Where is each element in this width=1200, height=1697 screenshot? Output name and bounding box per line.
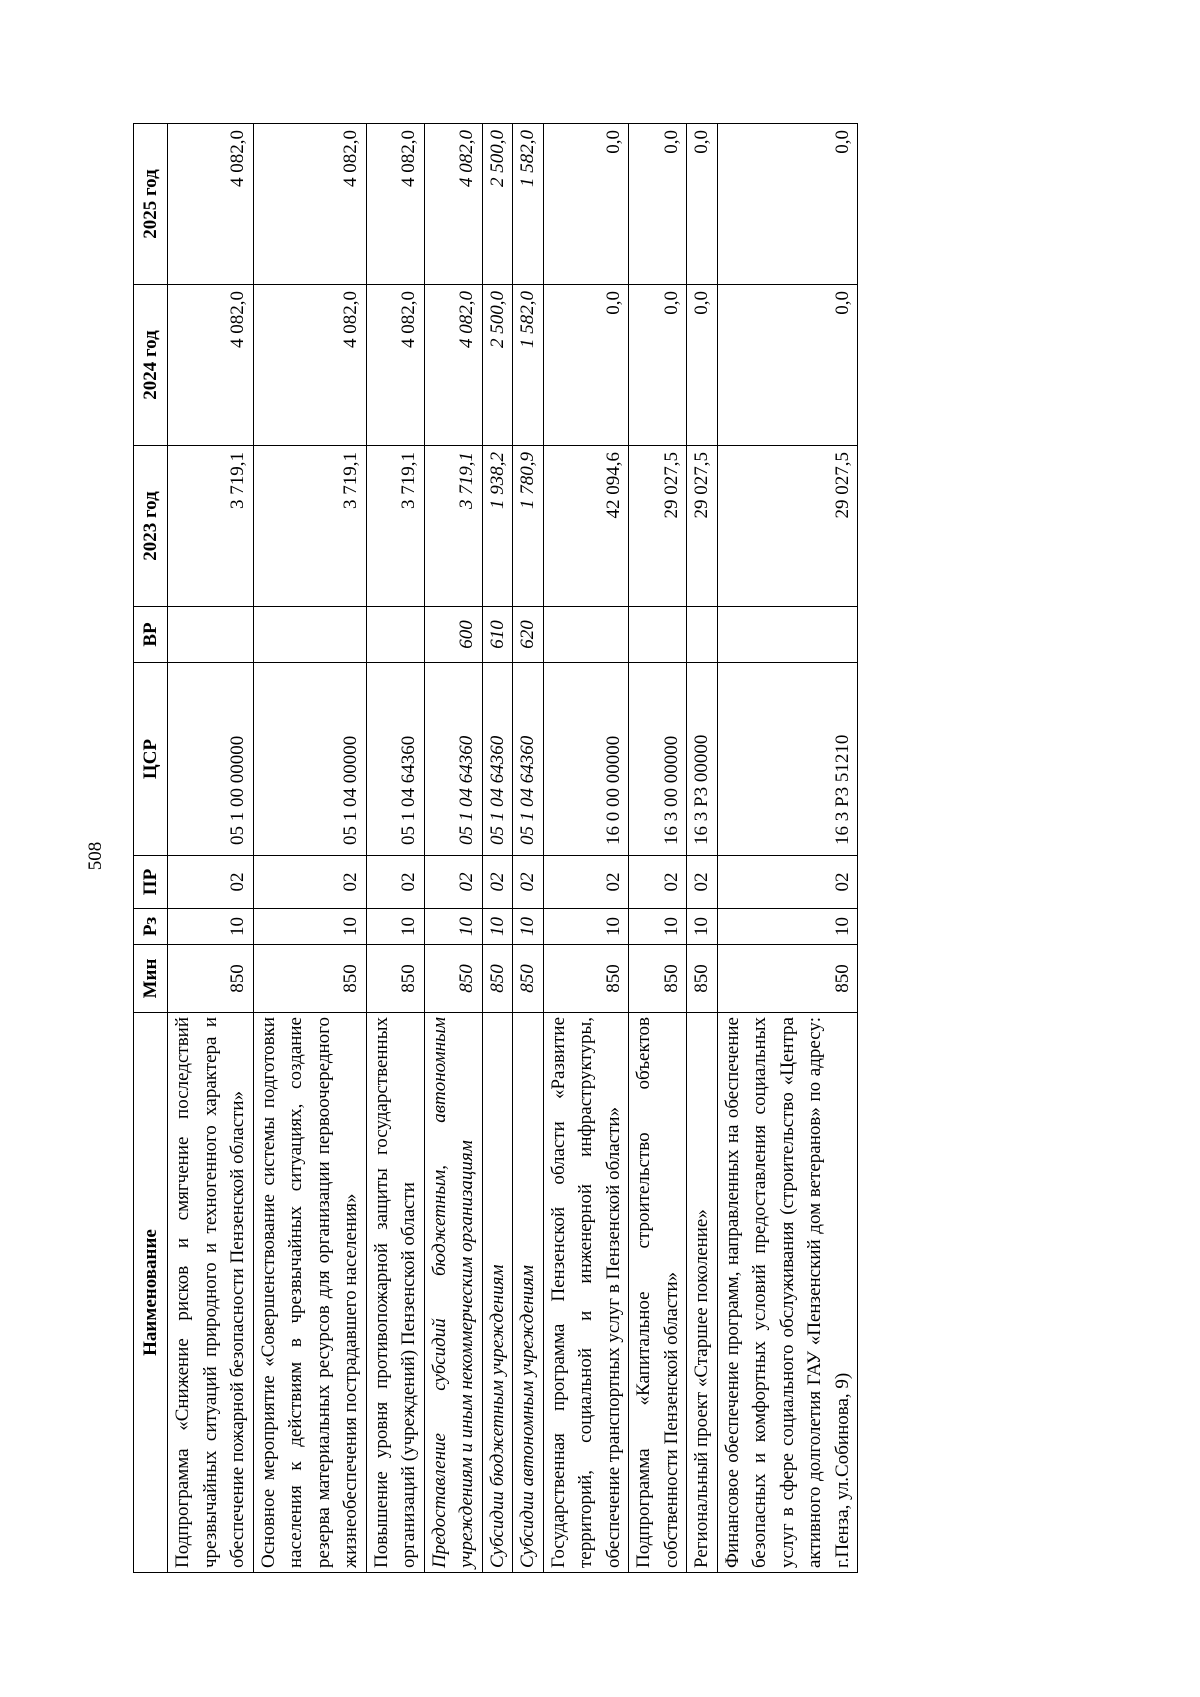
cell-pr: 02 <box>366 856 424 909</box>
cell-pr: 02 <box>482 856 513 909</box>
cell-name: Подпрограмма «Снижение рисков и смягчение последствий чрезвычайных ситуаций природного и техногенного характера и обеспечение пожарной безопасности Пензенской области» <box>168 1013 254 1573</box>
cell-2023: 29 027,5 <box>629 446 687 607</box>
cell-csr: 05 1 04 64360 <box>513 663 544 856</box>
cell-name: Подпрограмма «Капитальное строительство объектов собственности Пензенской области» <box>629 1013 687 1573</box>
cell-2023: 3 719,1 <box>424 446 482 607</box>
cell-pr: 02 <box>168 856 254 909</box>
cell-vr: 610 <box>482 607 513 663</box>
header-min: Мин <box>134 945 168 1013</box>
cell-rz: 10 <box>366 909 424 945</box>
cell-name: Предоставление субсидий бюджетным, автономным учреждениям и иным некоммерческим организациям <box>424 1013 482 1573</box>
cell-2023: 29 027,5 <box>687 446 718 607</box>
budget-table-container <box>133 128 1068 1573</box>
cell-min: 850 <box>168 945 254 1013</box>
cell-pr: 02 <box>424 856 482 909</box>
cell-2025: 4 082,0 <box>168 124 254 285</box>
cell-csr: 16 3 P3 51210 <box>717 663 858 856</box>
table-row <box>168 124 254 1573</box>
cell-rz: 10 <box>253 909 366 945</box>
header-vr: ВР <box>134 607 168 663</box>
cell-name: Государственная программа Пензенской области «Развитие территорий, социальной и инженерной инфраструктуры, обеспечение транспортных услуг в Пензенской области» <box>543 1013 629 1573</box>
cell-2024: 0,0 <box>717 285 858 446</box>
cell-csr: 05 1 04 64360 <box>366 663 424 856</box>
cell-csr: 16 0 00 00000 <box>543 663 629 856</box>
cell-rz: 10 <box>513 909 544 945</box>
page-number: 508 <box>85 841 106 871</box>
cell-vr: 620 <box>513 607 544 663</box>
cell-2023: 29 027,5 <box>717 446 858 607</box>
budget-table <box>133 123 858 1573</box>
cell-2023: 42 094,6 <box>543 446 629 607</box>
table-row <box>513 124 544 1573</box>
cell-min: 850 <box>687 945 718 1013</box>
header-2025: 2025 год <box>134 124 168 285</box>
cell-pr: 02 <box>717 856 858 909</box>
cell-min: 850 <box>424 945 482 1013</box>
table-row <box>424 124 482 1573</box>
cell-csr: 05 1 04 64360 <box>482 663 513 856</box>
cell-min: 850 <box>253 945 366 1013</box>
cell-pr: 02 <box>629 856 687 909</box>
cell-2023: 3 719,1 <box>366 446 424 607</box>
header-name: Наименование <box>134 1013 168 1573</box>
table-row <box>687 124 718 1573</box>
cell-min: 850 <box>629 945 687 1013</box>
cell-name: Субсидии бюджетным учреждениям <box>482 1013 513 1573</box>
cell-rz: 10 <box>687 909 718 945</box>
cell-csr: 05 1 04 00000 <box>253 663 366 856</box>
cell-2023: 1 780,9 <box>513 446 544 607</box>
cell-name: Основное мероприятие «Совершенствование системы подготовки населения к действиям в чрезвычайных ситуациях, создание резерва материальных ресурсов для организации первоочередного жизнеобеспечения пострадавшего населения» <box>253 1013 366 1573</box>
cell-rz: 10 <box>482 909 513 945</box>
cell-2025: 4 082,0 <box>253 124 366 285</box>
cell-2024: 1 582,0 <box>513 285 544 446</box>
table-row <box>366 124 424 1573</box>
cell-csr: 16 3 00 00000 <box>629 663 687 856</box>
header-csr: ЦСР <box>134 663 168 856</box>
header-rz: Рз <box>134 909 168 945</box>
table-row <box>253 124 366 1573</box>
header-2023: 2023 год <box>134 446 168 607</box>
cell-2025: 2 500,0 <box>482 124 513 285</box>
cell-csr: 05 1 04 64360 <box>424 663 482 856</box>
cell-2024: 0,0 <box>687 285 718 446</box>
cell-vr <box>168 607 254 663</box>
cell-2025: 0,0 <box>543 124 629 285</box>
cell-vr <box>253 607 366 663</box>
cell-name: Региональный проект «Старшее поколение» <box>687 1013 718 1573</box>
cell-min: 850 <box>543 945 629 1013</box>
cell-name: Финансовое обеспечение программ, направленных на обеспечение безопасных и комфортных условий предоставления социальных услуг в сфере социального обслуживания (строительство «Центра активного долголетия ГАУ «Пензенский дом ветеранов» по адресу: г.Пенза, ул.Собинова, 9) <box>717 1013 858 1573</box>
cell-vr <box>543 607 629 663</box>
cell-2024: 0,0 <box>543 285 629 446</box>
cell-2025: 0,0 <box>629 124 687 285</box>
cell-2024: 4 082,0 <box>253 285 366 446</box>
cell-2024: 4 082,0 <box>168 285 254 446</box>
table-header-row <box>134 124 168 1573</box>
cell-2024: 4 082,0 <box>366 285 424 446</box>
cell-rz: 10 <box>717 909 858 945</box>
table-row <box>629 124 687 1573</box>
header-2024: 2024 год <box>134 285 168 446</box>
cell-pr: 02 <box>513 856 544 909</box>
cell-2024: 2 500,0 <box>482 285 513 446</box>
cell-rz: 10 <box>543 909 629 945</box>
cell-2025: 4 082,0 <box>366 124 424 285</box>
cell-name: Субсидии автономным учреждениям <box>513 1013 544 1573</box>
cell-min: 850 <box>482 945 513 1013</box>
header-pr: ПР <box>134 856 168 909</box>
cell-2024: 4 082,0 <box>424 285 482 446</box>
cell-2024: 0,0 <box>629 285 687 446</box>
cell-2025: 1 582,0 <box>513 124 544 285</box>
cell-min: 850 <box>366 945 424 1013</box>
cell-2023: 3 719,1 <box>168 446 254 607</box>
cell-pr: 02 <box>543 856 629 909</box>
cell-csr: 05 1 00 00000 <box>168 663 254 856</box>
table-row <box>543 124 629 1573</box>
cell-rz: 10 <box>168 909 254 945</box>
table-row <box>482 124 513 1573</box>
cell-2025: 0,0 <box>717 124 858 285</box>
cell-min: 850 <box>717 945 858 1013</box>
table-body <box>168 124 858 1573</box>
cell-pr: 02 <box>253 856 366 909</box>
table-row <box>717 124 858 1573</box>
cell-vr <box>366 607 424 663</box>
cell-vr <box>629 607 687 663</box>
cell-vr <box>717 607 858 663</box>
cell-2023: 3 719,1 <box>253 446 366 607</box>
cell-csr: 16 3 P3 00000 <box>687 663 718 856</box>
cell-2023: 1 938,2 <box>482 446 513 607</box>
cell-2025: 0,0 <box>687 124 718 285</box>
cell-rz: 10 <box>629 909 687 945</box>
cell-vr <box>687 607 718 663</box>
cell-name: Повышение уровня противопожарной защиты государственных организаций (учреждений) Пензенской области <box>366 1013 424 1573</box>
cell-min: 850 <box>513 945 544 1013</box>
cell-pr: 02 <box>687 856 718 909</box>
cell-2025: 4 082,0 <box>424 124 482 285</box>
cell-rz: 10 <box>424 909 482 945</box>
cell-vr: 600 <box>424 607 482 663</box>
